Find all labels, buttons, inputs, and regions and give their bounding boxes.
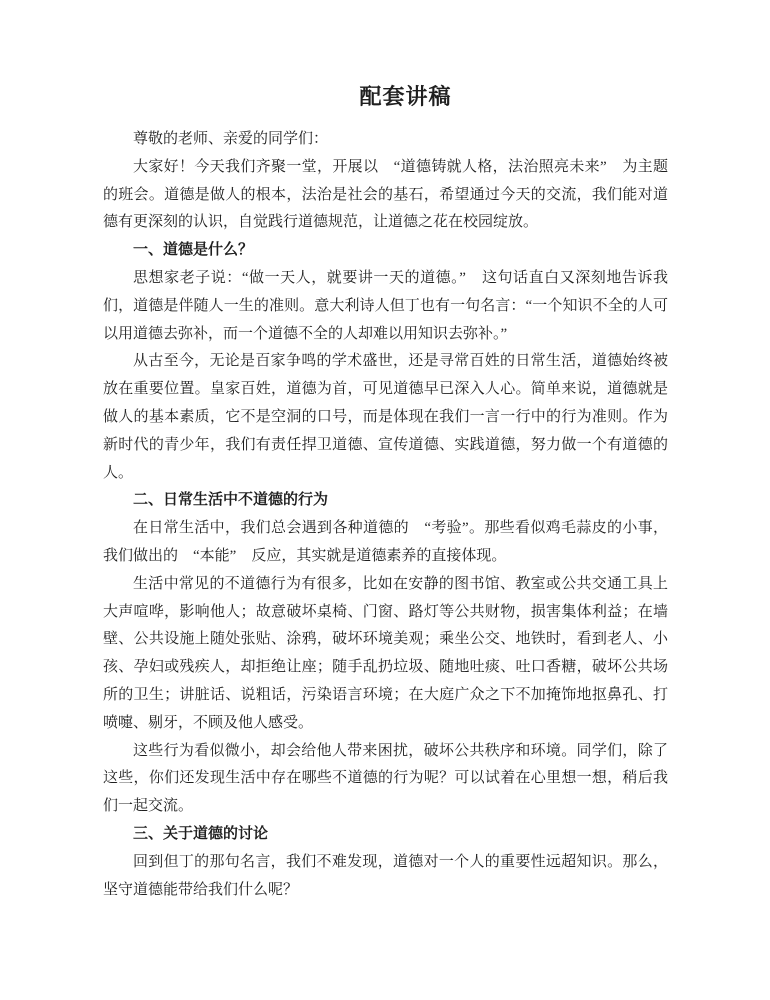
section-3-heading: 三、关于道德的讨论 bbox=[133, 825, 269, 842]
section-2-paragraph-3: 这些行为看似微小，却会给他人带来困扰，破坏公共秩序和环境。同学们，除了这些，你们还发现生活中存在哪些不道德的行为呢？可以试着在心里想一想，稍后我们一起交流。 bbox=[103, 742, 668, 815]
document-title: 配套讲稿 bbox=[359, 84, 452, 109]
section-2-heading: 二、日常生活中不道德的行为 bbox=[133, 492, 329, 509]
section-1-paragraph-2: 从古至今，无论是百家争鸣的学术盛世，还是寻常百姓的日常生活，道德始终被放在重要位置。皇家百姓，道德为首，可见道德早已深入人心。简单来说，道德就是做人的基本素质，它不是空洞的口号，而是体现在我们一言一行中的行为准则。作为新时代的青少年，我们有责任捍卫道德、宣传道德、实践道德，努力做一个有道德的人。 bbox=[103, 353, 668, 481]
section-2-paragraph-2: 生活中常见的不道德行为有很多，比如在安静的图书馆、教室或公共交通工具上大声喧哗，影响他人；故意破坏桌椅、门窗、路灯等公共财物，损害集体利益；在墙壁、公共设施上随处张贴、涂鸦，破坏环境美观；乘坐公交、地铁时，看到老人、小孩、孕妇或残疾人，却拒绝让座；随手乱扔垃圾、随地吐痰、吐口香糖，破坏公共场所的卫生；讲脏话、说粗话，污染语言环境；在大庭广众之下不加掩饰地抠鼻孔、打喷嚏、剔牙，不顾及他人感受。 bbox=[103, 575, 668, 731]
section-2-paragraph-1: 在日常生活中，我们总会遇到各种道德的 “考验”。那些看似鸡毛蒜皮的小事，我们做出的 “本能” 反应，其实就是道德素养的直接体现。 bbox=[103, 520, 668, 564]
intro-paragraph: 大家好！今天我们齐聚一堂，开展以 “道德铸就人格，法治照亮未来” 为主题的班会。道德是做人的根本，法治是社会的基石，希望通过今天的交流，我们能对道德有更深刻的认识，自觉践行道德规范，让道德之花在校园绽放。 bbox=[103, 158, 668, 231]
section-1-heading: 一、道德是什么？ bbox=[133, 242, 254, 259]
document-body bbox=[103, 126, 668, 904]
salutation-line: 尊敬的老师、亲爱的同学们： bbox=[133, 131, 329, 147]
section-1-paragraph-1: 思想家老子说：“做一天人，就要讲一天的道德。” 这句话直白又深刻地告诉我们，道德是伴随人一生的准则。意大利诗人但丁也有一句名言：“一个知识不全的人可以用道德去弥补，而一个道德不全的人却难以用知识去弥补。” bbox=[103, 269, 668, 342]
section-3-paragraph-1: 回到但丁的那句名言，我们不难发现，道德对一个人的重要性远超知识。那么，坚守道德能带给我们什么呢？ bbox=[103, 853, 668, 898]
